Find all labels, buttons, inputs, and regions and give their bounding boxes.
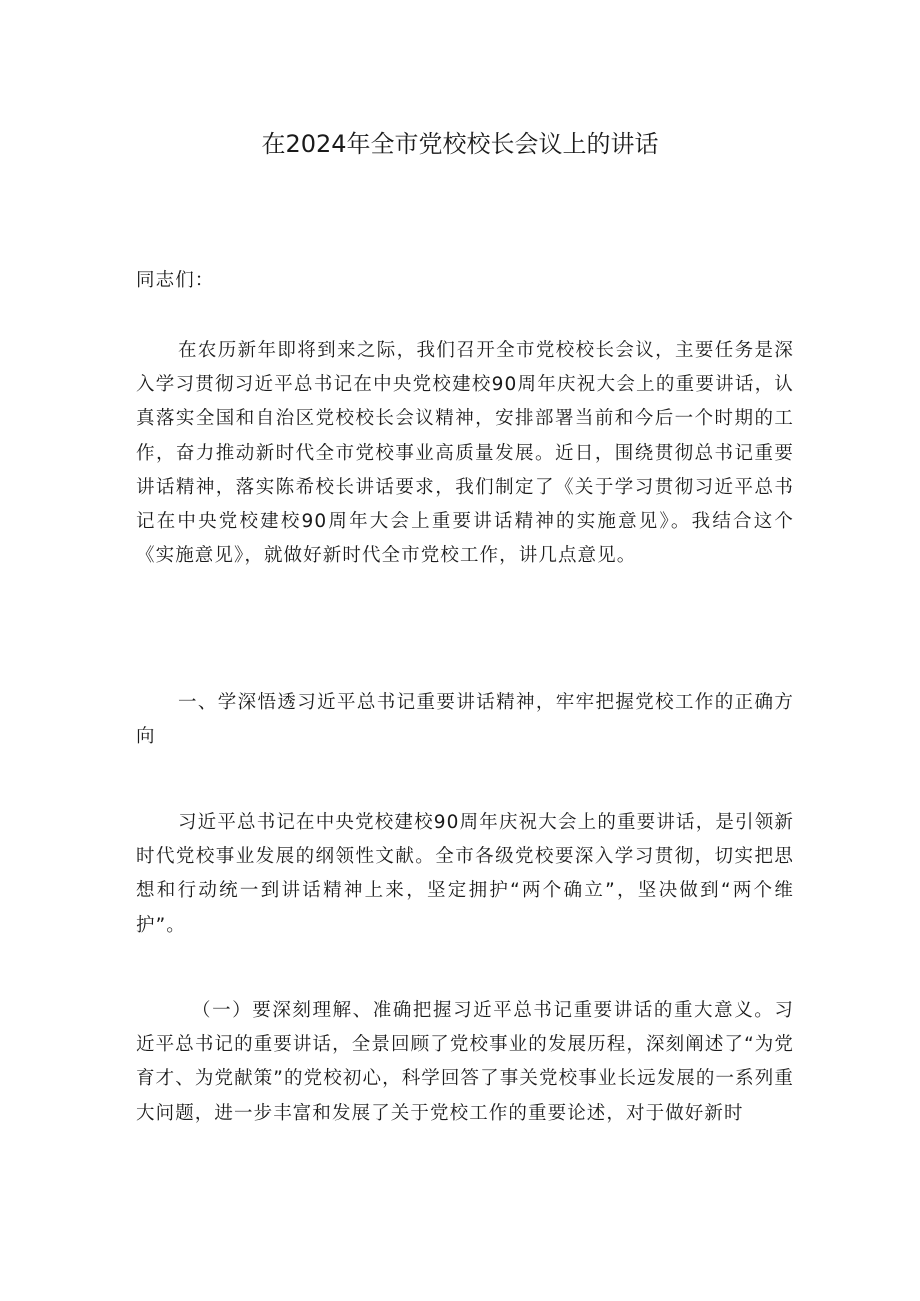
salutation: 同志们： xyxy=(136,270,215,291)
paragraph-intro: 在农历新年即将到来之际，我们召开全市党校校长会议，主要任务是深入学习贯彻习近平总书记在中央党校建校90周年庆祝大会上的重要讲话，认真落实全国和自治区党校校长会议精神，安排部署当前和今后一个时期的工作，奋力推动新时代全市党校事业高质量发展。近日，围绕贯彻总书记重要讲话精神，落实陈希校长讲话要求，我们制定了《关于学习贯彻习近平总书记在中央党校建校90周年大会上重要讲话精神的实施意见》。我结合这个《实施意见》，就做好新时代全市党校工作，讲几点意见。 xyxy=(136,340,794,567)
section-heading-1: 一、学深悟透习近平总书记重要讲话精神，牢牢把握党校工作的正确方向 xyxy=(136,692,794,748)
paragraph-subsection-1: （一）要深刻理解、准确把握习近平总书记重要讲话的重大意义。习近平总书记的重要讲话，全景回顾了党校事业的发展历程，深刻阐述了“为党育才、为党献策”的党校初心，科学回答了事关党校事业长远发展的一系列重大问题，进一步丰富和发展了关于党校工作的重要论述，对于做好新时 xyxy=(136,1000,794,1124)
document-title: 在2024年全市党校校长会议上的讲话 xyxy=(261,130,659,158)
paragraph-section-1: 习近平总书记在中央党校建校90周年庆祝大会上的重要讲话，是引领新时代党校事业发展的纲领性文献。全市各级党校要深入学习贯彻，切实把思想和行动统一到讲话精神上来，坚定拥护“两个确立”，坚决做到“两个维护”。 xyxy=(136,812,794,936)
